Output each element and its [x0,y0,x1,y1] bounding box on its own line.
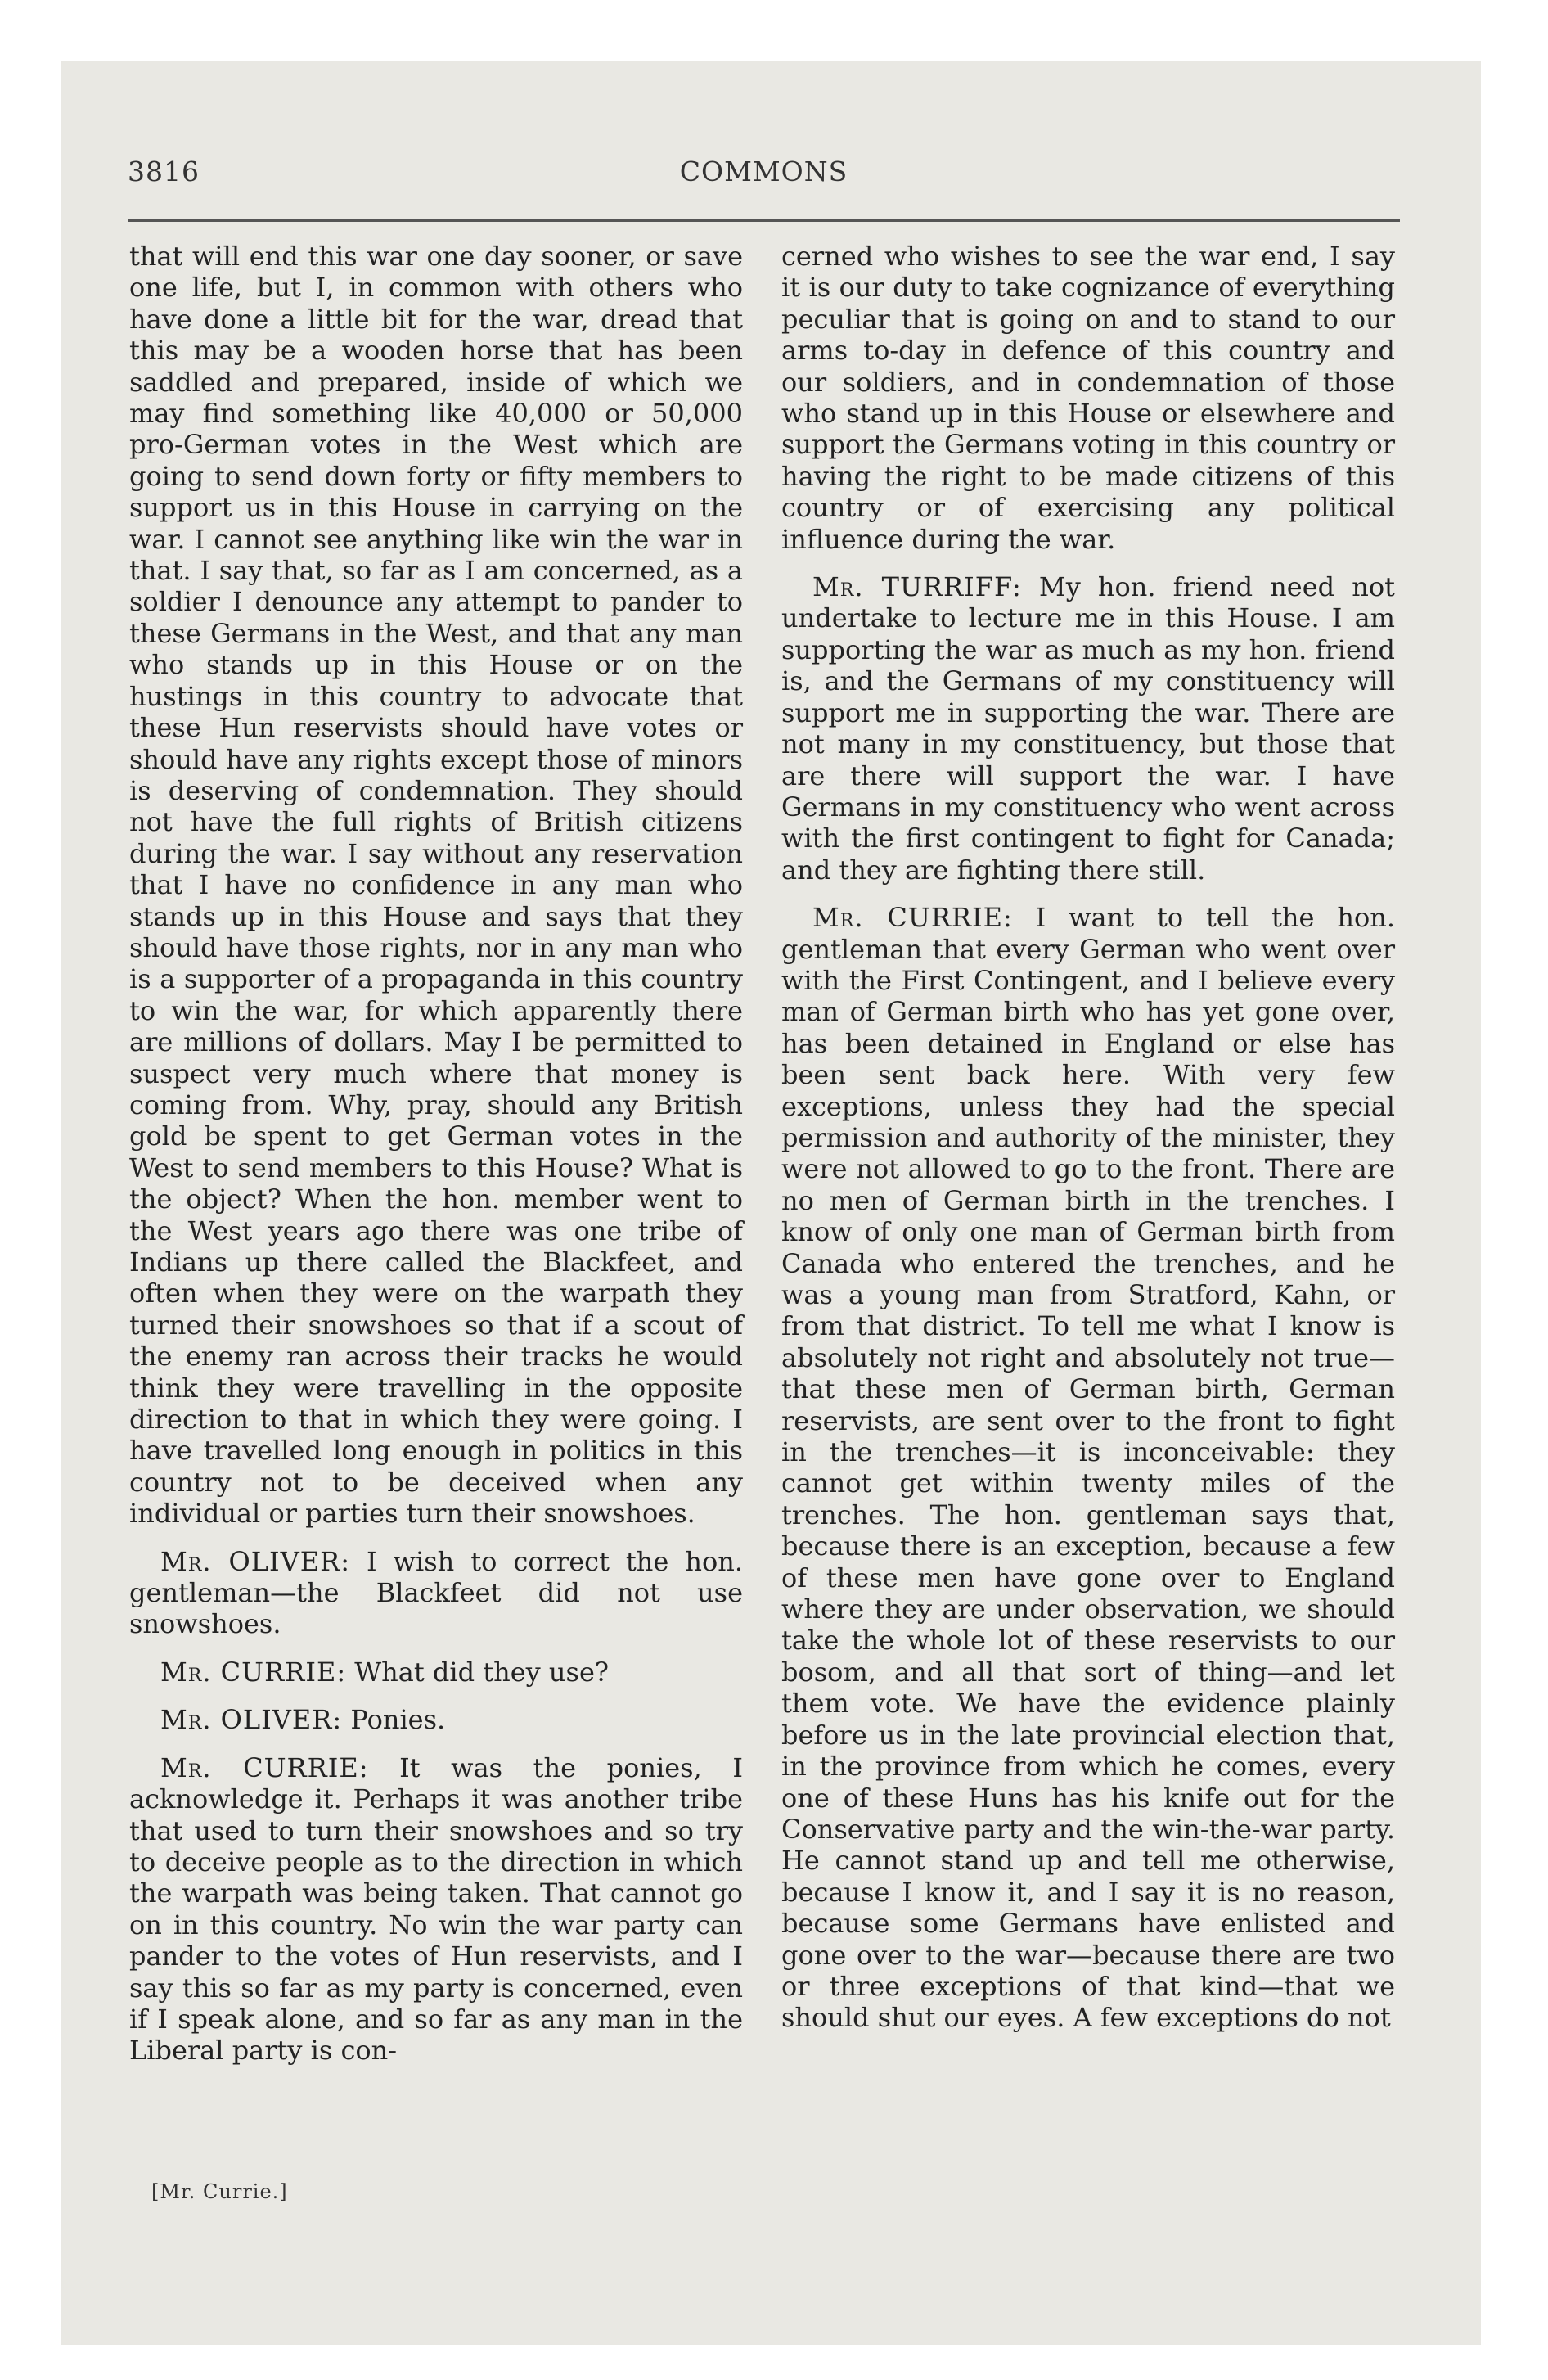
paragraph [781,902,1395,2034]
page-header [128,156,1400,196]
speech-text: My hon. friend need not undertake to lecture me in this House. I am supporting the war as much as my hon. friend is, and the Germans of my constituency will support me in supporting the war. There are not many in my constituency, but those that are there will support the war. I have Germans in my constituency who went across with the first contingent to fight for Canada; and they are fighting there still. [781,571,1395,886]
speech-text: I wish to correct the hon. gentleman—the Blackfeet did not use snowshoes. [129,1545,743,1640]
paragraph [129,1752,743,2067]
speaker-name: Mr. CURRIE: [812,902,1013,934]
header-rule [128,219,1400,222]
paragraph: cerned who wishes to see the war end, I say it is our duty to take cognizance of everything peculiar that is going on and to stand to our arms to-day in defence of this country and our soldiers, and in condemnation of those who stand up in this House or elsewhere and support the Germans voting in this country or having the right to be made citizens of this country or of exercising any political influence during the war. [781,241,1395,555]
speaker-footer: [Mr. Currie.] [151,2180,288,2203]
speech-text: It was the ponies, I acknowledge it. Perhaps it was another tribe that used to turn their snowshoes and so try to deceive people as to the direction in which the warpath was being taken. That cannot go on in this country. No win the war party can pander to the votes of Hun reservists, and I say this so far as my party is concerned, even if I speak alone, and so far as any man in the Liberal party is con- [129,1751,743,2067]
speaker-name: Mr. CURRIE: [160,1751,369,1783]
paragraph [129,1704,743,1735]
right-column [781,241,1395,2050]
running-head: COMMONS [679,156,848,187]
speaker-name: Mr. OLIVER: [160,1545,350,1577]
speaker-name: Mr. OLIVER: [160,1704,343,1736]
speech-text: What did they use? [346,1656,610,1688]
left-column [129,241,743,2083]
speaker-name: Mr. TURRIFF: [812,571,1022,603]
paragraph [129,1546,743,1640]
speech-text: Ponies. [342,1704,446,1736]
speaker-name: Mr. CURRIE: [160,1656,347,1688]
paragraph [129,1657,743,1688]
page-number: 3816 [128,156,200,187]
speech-text: I want to tell the hon. gentleman that every German who went over with the First Contingent, and I believe every man of German birth who has yet gone over, has been detained in England or else has been sent back here. With very few exceptions, unless they had the special permission and authority of the minister, they were not allowed to go to the front. There are no men of German birth in the trenches. I know of only one man of German birth from Canada who entered the trenches, and he was a young man from Stratford, Kahn, or from that district. To tell me what I know is absolutely not right and absolutely not true—that these men of German birth, German reservists, are sent over to the front to fight in the trenches—it is inconceivable: they cannot get within twenty miles of the trenches. The hon. gentleman says that, because there is an exception, because a few of these men have gone over to England where they are under observation, we should take the whole lot of these reservists to our bosom, and all that sort of thing—and let them vote. We have the evidence plainly before us in the late provincial election that, in the province from which he comes, every one of these Huns has his knife out for the Conservative party and the win-the-war party. He cannot stand up and tell me otherwise, because I know it, and I say it is no reason, because some Germans have enlisted and gone over to the war—because there are two or three exceptions of that kind—that we should shut our eyes. A few exceptions do not [781,902,1395,2034]
paragraph: that will end this war one day sooner, or save one life, but I, in common with others who have done a little bit for the war, dread that this may be a wooden horse that has been saddled and prepared, inside of which we may find something like 40,000 or 50,000 pro-German votes in the West which are going to send down forty or fifty members to support us in this House in carrying on the war. I cannot see anything like win the war in that. I say that, so far as I am concerned, as a soldier I denounce any attempt to pander to these Germans in the West, and that any man who stands up in this House or on the hustings in this country to advocate that these Hun reservists should have votes or should have any rights except those of minors is deserving of condemnation. They should not have the full rights of British citizens during the war. I say without any reservation that I have no confidence in any man who stands up in this House and says that they should have those rights, nor in any man who is a supporter of a propaganda in this country to win the war, for which apparently there are millions of dollars. May I be permitted to suspect very much where that money is coming from. Why, pray, should any British gold be spent to get German votes in the West to send members to this House? What is the object? When the hon. member went to the West years ago there was one tribe of Indians up there called the Blackfeet, and often when they were on the warpath they turned their snowshoes so that if a scout of the enemy ran across their tracks he would think they were travelling in the opposite direction to that in which they were going. I have travelled long enough in politics in this country not to be deceived when any individual or parties turn their snowshoes. [129,241,743,1530]
paragraph [781,571,1395,886]
